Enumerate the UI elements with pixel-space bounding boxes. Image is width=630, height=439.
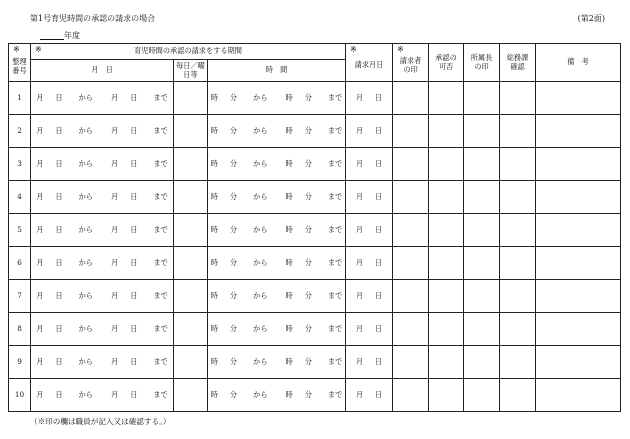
general-affairs-field[interactable] <box>500 313 536 346</box>
field-unit-label: 月 <box>36 125 44 135</box>
field-unit-label: 分 <box>304 356 312 366</box>
table-row <box>9 247 621 280</box>
field-unit-label: 分 <box>304 389 312 399</box>
row-number-label: 4 <box>17 191 22 201</box>
field-unit-label: 日 <box>130 290 138 300</box>
remarks-field[interactable] <box>536 82 621 115</box>
row-number-label: 9 <box>17 356 22 366</box>
row-number <box>9 379 31 412</box>
field-unit-label: 分 <box>229 389 238 399</box>
manager-seal-field[interactable] <box>464 214 500 247</box>
field-unit-label: 時 <box>285 125 293 135</box>
table-row <box>9 379 621 412</box>
field-unit-label: 分 <box>304 257 312 267</box>
date-range-field[interactable] <box>31 313 174 346</box>
table-row <box>9 181 621 214</box>
request-date-field[interactable] <box>346 247 393 280</box>
field-unit-label: 月 <box>355 257 364 267</box>
requester-seal-field[interactable] <box>393 379 429 412</box>
remarks-field[interactable] <box>536 379 621 412</box>
year-label: 年度 <box>64 31 80 40</box>
field-unit-label: まで <box>153 125 168 135</box>
remarks-field[interactable] <box>536 313 621 346</box>
field-unit-label: 日 <box>55 158 63 168</box>
field-unit-label: 月 <box>111 356 119 366</box>
time-range-field[interactable] <box>208 313 346 346</box>
field-unit-label: まで <box>327 356 343 366</box>
field-unit-label: 日 <box>55 125 63 135</box>
field-unit-label: 日 <box>55 257 63 267</box>
table-row <box>9 148 621 181</box>
date-range-field[interactable] <box>31 82 174 115</box>
field-unit-label: 月 <box>36 224 44 234</box>
field-unit-label: 日 <box>55 191 63 201</box>
row-number-label: 8 <box>17 323 22 333</box>
header-time-label: 時 間 <box>265 65 288 75</box>
header-weekday-label: 毎日／曜日等 <box>176 61 205 79</box>
requester-seal-field[interactable] <box>393 346 429 379</box>
field-unit-label: 時 <box>210 323 218 333</box>
field-unit-label: 分 <box>304 125 312 135</box>
header-remarks-label: 備 考 <box>567 57 589 67</box>
header-date <box>31 60 174 82</box>
remarks-field[interactable] <box>536 247 621 280</box>
field-unit-label: 時 <box>210 191 218 201</box>
manager-seal-field[interactable] <box>464 181 500 214</box>
field-unit-label: から <box>78 191 93 201</box>
approval-field[interactable] <box>429 181 464 214</box>
header-requester-seal <box>393 44 429 82</box>
field-unit-label: 日 <box>130 158 138 168</box>
header-general-affairs-label: 総務課確認 <box>506 53 529 71</box>
manager-seal-field[interactable] <box>464 346 500 379</box>
field-unit-label: まで <box>153 389 168 399</box>
header-approval-label: 承認の可否 <box>435 53 457 71</box>
field-unit-label: 月 <box>355 323 364 333</box>
approval-field[interactable] <box>429 148 464 181</box>
request-date-field[interactable] <box>346 280 393 313</box>
row-number <box>9 214 31 247</box>
field-unit-label: まで <box>327 389 343 399</box>
manager-seal-field[interactable] <box>464 280 500 313</box>
table-row <box>9 346 621 379</box>
weekday-field[interactable] <box>174 247 208 280</box>
row-number <box>9 115 31 148</box>
general-affairs-field[interactable] <box>500 280 536 313</box>
field-unit-label: 時 <box>210 125 218 135</box>
field-unit-label: 日 <box>130 125 138 135</box>
manager-seal-field[interactable] <box>464 82 500 115</box>
date-range-field[interactable] <box>31 148 174 181</box>
request-date-field[interactable] <box>346 148 393 181</box>
field-unit-label: まで <box>327 224 343 234</box>
field-unit-label: 日 <box>130 356 138 366</box>
field-unit-label: まで <box>327 158 343 168</box>
table-row <box>9 214 621 247</box>
weekday-field[interactable] <box>174 82 208 115</box>
field-unit-label: 分 <box>304 224 312 234</box>
request-date-field[interactable] <box>346 379 393 412</box>
field-unit-label: 月 <box>36 290 44 300</box>
field-unit-label: 月 <box>111 158 119 168</box>
request-date-field[interactable] <box>346 82 393 115</box>
table-row <box>9 280 621 313</box>
field-unit-label: から <box>253 92 268 102</box>
weekday-field[interactable] <box>174 115 208 148</box>
field-unit-label: 時 <box>210 92 218 102</box>
field-unit-label: 時 <box>285 158 293 168</box>
field-unit-label: 月 <box>355 125 364 135</box>
field-unit-label: 月 <box>111 257 119 267</box>
field-unit-label: 月 <box>355 290 364 300</box>
time-range-field[interactable] <box>208 280 346 313</box>
header-request-date-label: 請求月日 <box>354 60 384 70</box>
row-number <box>9 181 31 214</box>
field-unit-label: から <box>253 125 268 135</box>
field-unit-label: 分 <box>229 125 238 135</box>
remarks-field[interactable] <box>536 115 621 148</box>
header-manager-seal-label: 所属長の印 <box>470 53 493 71</box>
weekday-field[interactable] <box>174 379 208 412</box>
field-unit-label: 月 <box>355 92 364 102</box>
field-unit-label: 分 <box>229 158 238 168</box>
field-unit-label: から <box>78 290 93 300</box>
field-unit-label: まで <box>327 191 343 201</box>
childcare-time-request-table <box>8 43 621 412</box>
field-unit-label: から <box>253 356 268 366</box>
field-unit-label: 分 <box>304 158 312 168</box>
row-number-label: 7 <box>17 290 22 300</box>
header-weekday <box>174 60 208 82</box>
field-unit-label: 日 <box>375 356 383 366</box>
manager-seal-field[interactable] <box>464 379 500 412</box>
field-unit-label: 月 <box>111 92 119 102</box>
field-unit-label: 時 <box>210 290 218 300</box>
header-time <box>208 60 346 82</box>
row-number <box>9 82 31 115</box>
field-unit-label: まで <box>327 92 343 102</box>
date-range-field[interactable] <box>31 247 174 280</box>
general-affairs-field[interactable] <box>500 247 536 280</box>
field-unit-label: 分 <box>304 290 312 300</box>
field-unit-label: 日 <box>375 224 383 234</box>
header-approval <box>429 44 464 82</box>
requester-seal-field[interactable] <box>393 115 429 148</box>
row-number-label: 10 <box>14 389 25 399</box>
page-label: (第2面) <box>577 14 605 23</box>
general-affairs-field[interactable] <box>500 82 536 115</box>
year-blank-line[interactable] <box>40 29 64 40</box>
field-unit-label: 日 <box>375 290 383 300</box>
field-unit-label: 時 <box>285 92 293 102</box>
field-unit-label: から <box>78 323 93 333</box>
header-no-label: 整理番号 <box>12 57 27 75</box>
mark-symbol: ※ <box>397 45 404 54</box>
field-unit-label: から <box>253 323 268 333</box>
date-range-field[interactable] <box>31 181 174 214</box>
general-affairs-field[interactable] <box>500 346 536 379</box>
request-date-field[interactable] <box>346 214 393 247</box>
remarks-field[interactable] <box>536 148 621 181</box>
field-unit-label: 時 <box>285 356 293 366</box>
general-affairs-field[interactable] <box>500 379 536 412</box>
field-unit-label: まで <box>327 323 343 333</box>
field-unit-label: 日 <box>130 224 138 234</box>
field-unit-label: まで <box>327 257 343 267</box>
header-no <box>9 44 31 82</box>
field-unit-label: 月 <box>36 257 44 267</box>
weekday-field[interactable] <box>174 346 208 379</box>
manager-seal-field[interactable] <box>464 313 500 346</box>
field-unit-label: 日 <box>55 224 63 234</box>
header-remarks <box>536 44 621 82</box>
row-number-label: 5 <box>17 224 22 234</box>
date-range-field[interactable] <box>31 115 174 148</box>
table-body <box>9 82 621 412</box>
field-unit-label: まで <box>153 257 168 267</box>
field-unit-label: まで <box>153 224 168 234</box>
field-unit-label: 分 <box>229 191 238 201</box>
field-unit-label: まで <box>327 290 343 300</box>
field-unit-label: 月 <box>355 224 364 234</box>
field-unit-label: 月 <box>111 125 119 135</box>
table-row <box>9 115 621 148</box>
approval-field[interactable] <box>429 280 464 313</box>
field-unit-label: 時 <box>285 191 293 201</box>
field-unit-label: 時 <box>285 257 293 267</box>
field-unit-label: 日 <box>130 257 138 267</box>
date-range-field[interactable] <box>31 379 174 412</box>
time-range-field[interactable] <box>208 247 346 280</box>
field-unit-label: 日 <box>55 290 63 300</box>
field-unit-label: 月 <box>36 191 44 201</box>
field-unit-label: まで <box>153 191 168 201</box>
field-unit-label: 時 <box>285 323 293 333</box>
time-range-field[interactable] <box>208 346 346 379</box>
field-unit-label: から <box>78 356 93 366</box>
field-unit-label: 日 <box>130 389 138 399</box>
field-unit-label: 月 <box>355 389 364 399</box>
field-unit-label: 時 <box>210 257 218 267</box>
form-title: 第1号育児時間の承認の請求の場合 <box>30 14 156 23</box>
field-unit-label: 月 <box>36 356 44 366</box>
weekday-field[interactable] <box>174 214 208 247</box>
field-unit-label: 月 <box>111 290 119 300</box>
field-unit-label: から <box>78 224 93 234</box>
field-unit-label: 月 <box>36 92 44 102</box>
field-unit-label: 月 <box>355 356 364 366</box>
mark-symbol: ※ <box>35 45 42 54</box>
field-unit-label: 時 <box>210 356 218 366</box>
field-unit-label: 日 <box>55 356 63 366</box>
mark-symbol: ※ <box>13 45 20 54</box>
time-range-field[interactable] <box>208 82 346 115</box>
weekday-field[interactable] <box>174 148 208 181</box>
approval-field[interactable] <box>429 115 464 148</box>
header-general-affairs <box>500 44 536 82</box>
weekday-field[interactable] <box>174 181 208 214</box>
field-unit-label: まで <box>153 290 168 300</box>
manager-seal-field[interactable] <box>464 115 500 148</box>
requester-seal-field[interactable] <box>393 181 429 214</box>
header-requester-seal-label: 請求者の印 <box>399 56 422 74</box>
weekday-field[interactable] <box>174 313 208 346</box>
time-range-field[interactable] <box>208 214 346 247</box>
field-unit-label: 日 <box>130 191 138 201</box>
field-unit-label: 月 <box>36 158 44 168</box>
requester-seal-field[interactable] <box>393 313 429 346</box>
request-date-field[interactable] <box>346 313 393 346</box>
header-date-label: 月 日 <box>91 65 113 75</box>
field-unit-label: から <box>253 389 268 399</box>
weekday-field[interactable] <box>174 280 208 313</box>
time-range-field[interactable] <box>208 379 346 412</box>
remarks-field[interactable] <box>536 181 621 214</box>
field-unit-label: 分 <box>229 356 238 366</box>
requester-seal-field[interactable] <box>393 247 429 280</box>
field-unit-label: 時 <box>285 389 293 399</box>
field-unit-label: 月 <box>111 191 119 201</box>
field-unit-label: 月 <box>111 224 119 234</box>
field-unit-label: 時 <box>210 224 218 234</box>
field-unit-label: 分 <box>229 92 238 102</box>
field-unit-label: 分 <box>229 323 238 333</box>
field-unit-label: 時 <box>285 290 293 300</box>
field-unit-label: から <box>78 257 93 267</box>
row-number <box>9 313 31 346</box>
general-affairs-field[interactable] <box>500 181 536 214</box>
field-unit-label: 月 <box>36 323 44 333</box>
field-unit-label: から <box>78 158 93 168</box>
field-unit-label: 分 <box>304 323 312 333</box>
field-unit-label: まで <box>153 92 168 102</box>
field-unit-label: 時 <box>210 158 218 168</box>
row-number-label: 6 <box>17 257 22 267</box>
field-unit-label: 月 <box>355 191 364 201</box>
field-unit-label: 分 <box>229 290 238 300</box>
field-unit-label: 月 <box>111 323 119 333</box>
field-unit-label: 日 <box>375 158 383 168</box>
requester-seal-field[interactable] <box>393 214 429 247</box>
row-number-label: 2 <box>17 125 22 135</box>
header-manager-seal <box>464 44 500 82</box>
request-date-field[interactable] <box>346 115 393 148</box>
requester-seal-field[interactable] <box>393 82 429 115</box>
row-number <box>9 346 31 379</box>
field-unit-label: 月 <box>36 389 44 399</box>
time-range-field[interactable] <box>208 181 346 214</box>
requester-seal-field[interactable] <box>393 148 429 181</box>
remarks-field[interactable] <box>536 346 621 379</box>
field-unit-label: まで <box>153 158 168 168</box>
approval-field[interactable] <box>429 313 464 346</box>
field-unit-label: から <box>78 389 93 399</box>
field-unit-label: 日 <box>130 323 138 333</box>
table-row <box>9 82 621 115</box>
field-unit-label: 日 <box>55 92 63 102</box>
row-number <box>9 280 31 313</box>
remarks-field[interactable] <box>536 214 621 247</box>
field-unit-label: 日 <box>375 191 383 201</box>
remarks-field[interactable] <box>536 280 621 313</box>
row-number-label: 3 <box>17 158 22 168</box>
field-unit-label: 分 <box>229 257 238 267</box>
field-unit-label: まで <box>153 323 168 333</box>
date-range-field[interactable] <box>31 280 174 313</box>
footnote: （※印の欄は職員が記入又は確認する。） <box>30 417 171 426</box>
requester-seal-field[interactable] <box>393 280 429 313</box>
field-unit-label: 日 <box>375 125 383 135</box>
field-unit-label: 分 <box>304 92 312 102</box>
header-period-label: 育児時間の承認の請求をする期間 <box>134 46 242 56</box>
time-range-field[interactable] <box>208 148 346 181</box>
field-unit-label: から <box>253 224 268 234</box>
manager-seal-field[interactable] <box>464 247 500 280</box>
field-unit-label: 月 <box>355 158 364 168</box>
field-unit-label: から <box>78 125 93 135</box>
general-affairs-field[interactable] <box>500 148 536 181</box>
approval-field[interactable] <box>429 346 464 379</box>
field-unit-label: 日 <box>375 92 383 102</box>
table-row <box>9 313 621 346</box>
row-number <box>9 148 31 181</box>
field-unit-label: 日 <box>375 323 383 333</box>
approval-field[interactable] <box>429 379 464 412</box>
header-period <box>31 44 346 60</box>
approval-field[interactable] <box>429 82 464 115</box>
general-affairs-field[interactable] <box>500 115 536 148</box>
date-range-field[interactable] <box>31 346 174 379</box>
manager-seal-field[interactable] <box>464 148 500 181</box>
time-range-field[interactable] <box>208 115 346 148</box>
field-unit-label: まで <box>327 125 343 135</box>
field-unit-label: 日 <box>130 92 138 102</box>
field-unit-label: 日 <box>55 389 63 399</box>
field-unit-label: 月 <box>111 389 119 399</box>
field-unit-label: 分 <box>304 191 312 201</box>
field-unit-label: から <box>78 92 93 102</box>
field-unit-label: 日 <box>375 389 383 399</box>
approval-field[interactable] <box>429 247 464 280</box>
field-unit-label: 分 <box>229 224 238 234</box>
request-date-field[interactable] <box>346 346 393 379</box>
field-unit-label: から <box>253 191 268 201</box>
field-unit-label: から <box>253 257 268 267</box>
field-unit-label: から <box>253 158 268 168</box>
field-unit-label: 日 <box>55 323 63 333</box>
header-request-date <box>346 44 393 82</box>
row-number <box>9 247 31 280</box>
request-date-field[interactable] <box>346 181 393 214</box>
approval-field[interactable] <box>429 214 464 247</box>
header-row-top <box>9 44 621 60</box>
date-range-field[interactable] <box>31 214 174 247</box>
row-number-label: 1 <box>17 92 22 102</box>
mark-symbol: ※ <box>350 45 357 54</box>
field-unit-label: 時 <box>210 389 218 399</box>
field-unit-label: 日 <box>375 257 383 267</box>
general-affairs-field[interactable] <box>500 214 536 247</box>
field-unit-label: まで <box>153 356 168 366</box>
field-unit-label: から <box>253 290 268 300</box>
field-unit-label: 時 <box>285 224 293 234</box>
